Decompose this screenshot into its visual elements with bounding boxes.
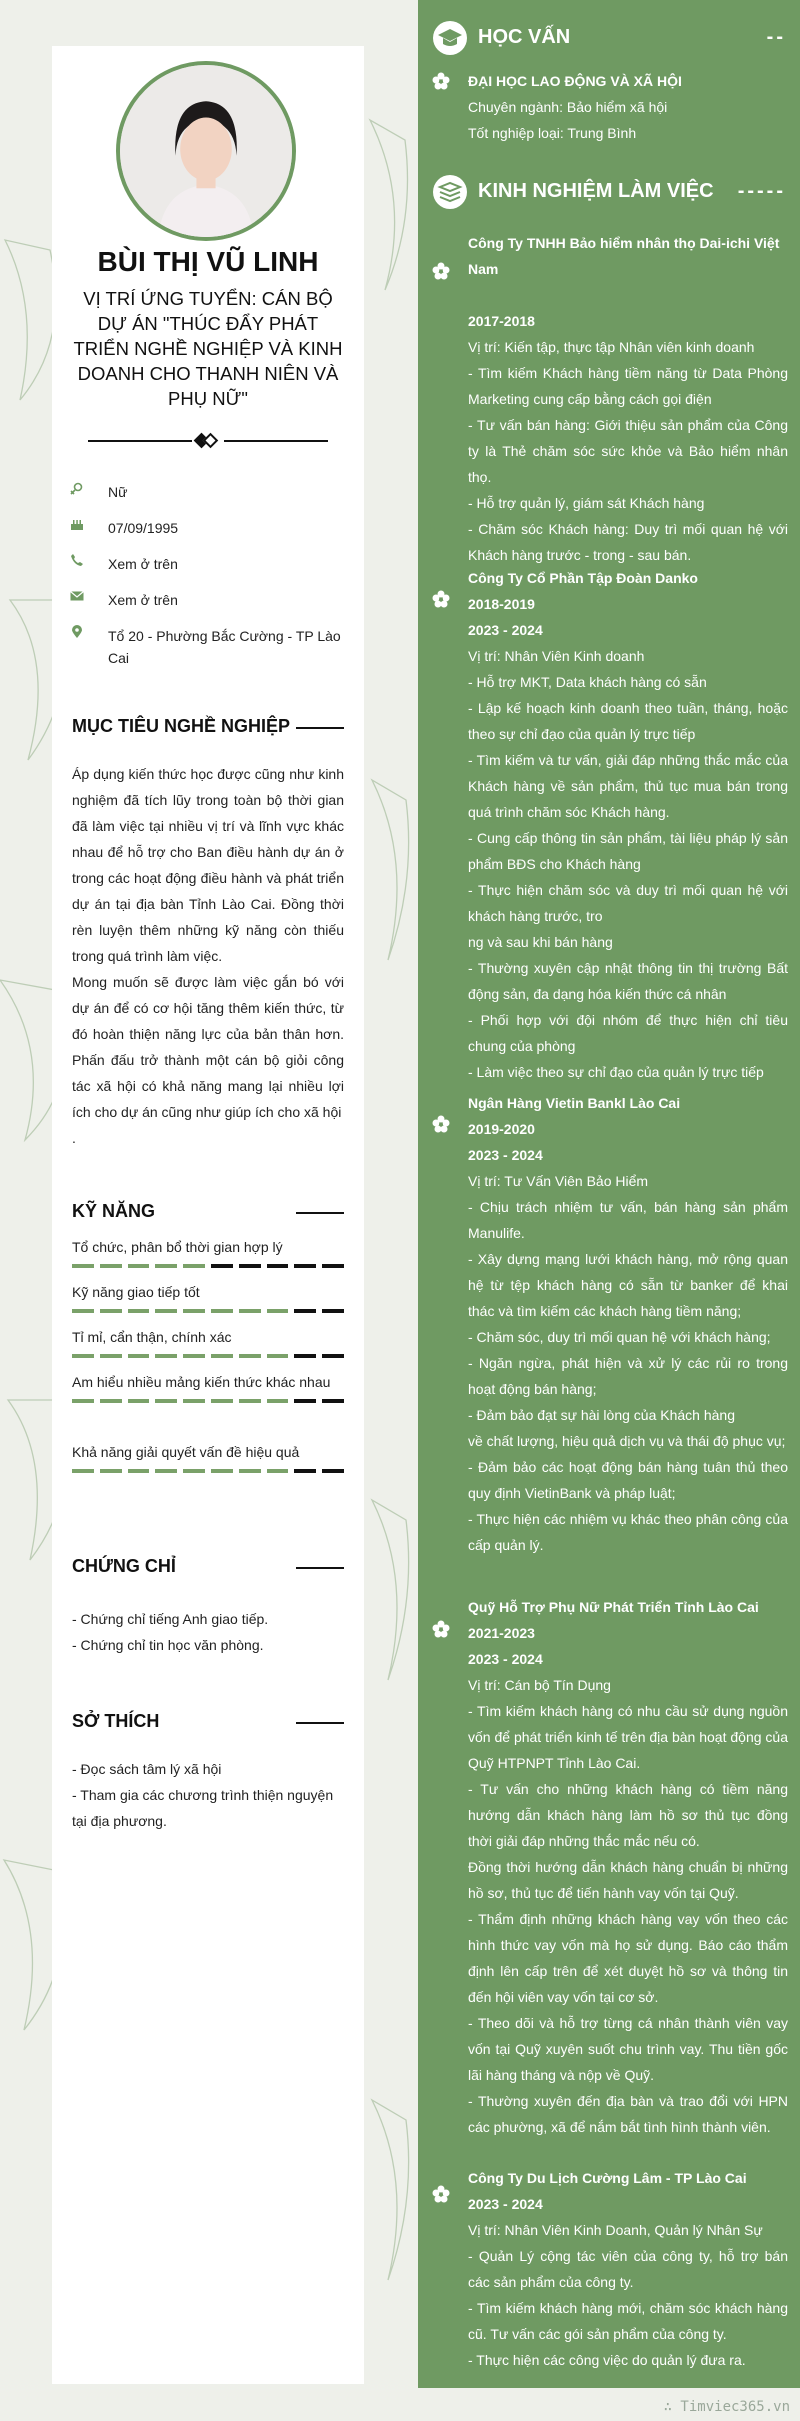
skill-level-bar	[72, 1309, 344, 1313]
job-item: Ngân Hàng Vietin Bankl Lào Cai 2019-2020 2023 - 2024 Vị trí: Tư Vấn Viên Bảo Hiểm - Chịu trách nhiệm tư vấn, bán hàng sản phẩm Manulife. - Xây dựng mạng lưới khách hàng, mở rộng quan hệ từ tệp khách hàng có sẵn từ banker để khai thác và tìm kiếm các khách hàng tiềm năng; - Chăm sóc, duy trì mối quan hệ với khách hàng; - Ngăn ngừa, phát hiện và xử lý các rủi ro trong hoạt động bán hàng; - Đảm bảo đạt sự hài lòng của Khách hàng về chất lượng, hiệu quả dịch vụ và thái độ phục vụ; - Đảm bảo các hoạt động bán hàng tuân thủ theo quy định VietinBank và pháp luật; - Thực hiện các nhiệm vụ khác theo phân công của cấp quản lý.	[468, 1095, 788, 1553]
skill-segment	[100, 1399, 122, 1403]
skill-segment	[183, 1309, 205, 1313]
skill-segment	[294, 1399, 316, 1403]
skill-level-bar	[72, 1354, 344, 1358]
hobbies-list: - Đọc sách tâm lý xã hội - Tham gia các chương trình thiện nguyện tại địa phương.	[72, 1761, 334, 1829]
skill-segment	[155, 1469, 177, 1473]
location-pin-icon	[70, 625, 84, 639]
site-watermark: ∴ Timviec365.vn	[663, 2399, 790, 2415]
skill-segment	[239, 1264, 261, 1268]
skill-item: Tỉ mỉ, cẩn thận, chính xác	[72, 1326, 344, 1358]
skill-level-bar	[72, 1399, 344, 1403]
skill-segment	[128, 1309, 150, 1313]
skill-segment	[294, 1354, 316, 1358]
skill-segment	[100, 1469, 122, 1473]
avatar	[116, 61, 296, 241]
skill-segment	[100, 1309, 122, 1313]
skill-segment	[322, 1469, 344, 1473]
skill-segment	[322, 1309, 344, 1313]
experience-heading: KINH NGHIỆM LÀM VIỆC -----	[432, 174, 792, 214]
skill-segment	[322, 1264, 344, 1268]
objective-text: Áp dụng kiến thức học được cũng như kinh nghiệm đã tích lũy trong toàn bộ thời gian đã làm việc tại nhiều vị trí và lĩnh vực khác nhau để hỗ trợ cho Ban điều hành dự án ở trong các hoạt động điều hành và phát triển dự án tại địa bàn Tỉnh Lào Cai. Đồng thời rèn luyện thêm những kỹ năng còn thiếu trong quá trình làm việc. Mong muốn sẽ được làm việc gắn bó với dự án để có cơ hội tăng thêm kiến thức, từ đó hoàn thiện năng lực của bản thân hơn. Phấn đấu trở thành một cán bộ giỏi công tác xã hội có khả năng mang lại nhiều lợi ích cho dự án cũng như giúp ích cho xã hội .	[72, 766, 344, 1146]
skill-segment	[239, 1309, 261, 1313]
skill-segment	[155, 1354, 177, 1358]
flower-bullet-icon	[432, 2185, 450, 2203]
skill-segment	[211, 1469, 233, 1473]
email-icon	[70, 589, 84, 603]
skill-segment	[128, 1399, 150, 1403]
skill-segment	[294, 1469, 316, 1473]
skill-segment	[183, 1264, 205, 1268]
job-item: Công Ty TNHH Bảo hiểm nhân thọ Dai-ichi Việt Nam 2017-2018 Vị trí: Kiến tập, thực tập Nhân viên kinh doanh - Tìm kiếm Khách hàng tiềm năng từ Data Phòng Marketing cung cấp bằng cách gọi điện - Tư vấn bán hàng: Giới thiệu sản phẩm của Công ty là Thẻ chăm sóc sức khỏe và Bảo hiểm nhân thọ. - Hỗ trợ quản lý, giám sát Khách hàng - Chăm sóc Khách hàng: Duy trì mối quan hệ với Khách hàng trước - trong - sau bán.	[468, 235, 788, 563]
skill-segment	[72, 1354, 94, 1358]
skill-segment	[72, 1264, 94, 1268]
education-heading: HỌC VẤN --	[432, 20, 792, 60]
job-item: Công Ty Du Lịch Cường Lâm - TP Lào Cai 2023 - 2024 Vị trí: Nhân Viên Kinh Doanh, Quản lý Nhân Sự - Quản Lý cộng tác viên của công ty, hỗ trợ bán các sản phẩm của công ty. - Tìm kiếm khách hàng mới, chăm sóc khách hàng cũ. Tư vấn các gói sản phẩm của công ty. - Thực hiện các công việc do quản lý đưa ra.	[468, 2170, 788, 2368]
skill-segment	[72, 1469, 94, 1473]
skill-item: Kỹ năng giao tiếp tốt	[72, 1281, 344, 1313]
skill-segment	[322, 1399, 344, 1403]
skill-segment	[128, 1264, 150, 1268]
skill-segment	[155, 1399, 177, 1403]
objective-heading: MỤC TIÊU NGHỀ NGHIỆP	[72, 716, 344, 740]
skill-segment	[100, 1264, 122, 1268]
flower-bullet-icon	[432, 262, 450, 280]
skill-segment	[211, 1309, 233, 1313]
skill-segment	[267, 1264, 289, 1268]
certificates-list: - Chứng chỉ tiếng Anh giao tiếp. - Chứng chỉ tin học văn phòng.	[72, 1611, 269, 1653]
candidate-name: BÙI THỊ VŨ LINH	[97, 246, 319, 277]
education-block: ĐẠI HỌC LAO ĐỘNG VÀ XÃ HỘI Chuyên ngành: Bảo hiểm xã hội Tốt nghiệp loại: Trung Bình	[468, 73, 682, 141]
phone-icon	[70, 553, 84, 567]
certificates-heading: CHỨNG CHỈ	[72, 1556, 344, 1580]
skill-segment	[211, 1399, 233, 1403]
skill-segment	[211, 1354, 233, 1358]
skill-segment	[211, 1264, 233, 1268]
graduation-cap-icon	[432, 20, 468, 56]
skill-segment	[294, 1309, 316, 1313]
skill-segment	[294, 1264, 316, 1268]
skill-segment	[183, 1469, 205, 1473]
experience-column	[418, 0, 800, 2388]
skill-segment	[267, 1354, 289, 1358]
skill-segment	[72, 1309, 94, 1313]
flower-bullet-icon	[432, 1620, 450, 1638]
skill-segment	[155, 1309, 177, 1313]
flower-bullet-icon	[432, 72, 450, 90]
skill-segment	[128, 1469, 150, 1473]
job-item: Công Ty Cổ Phần Tập Đoàn Danko 2018-2019 2023 - 2024 Vị trí: Nhân Viên Kinh doanh - Hỗ trợ MKT, Data khách hàng có sẵn - Lập kế hoạch kinh doanh theo tuần, tháng, hoặc theo sự chỉ đạo của quản lý trực tiếp - Tìm kiếm và tư vấn, giải đáp những thắc mắc của Khách hàng về sản phẩm, thủ tục mua bán trong quá trình chăm sóc Khách hàng. - Cung cấp thông tin sản phẩm, tài liệu pháp lý sản phẩm BĐS cho Khách hàng - Thực hiện chăm sóc và duy trì mối quan hệ với khách hàng trước, tro ng và sau khi bán hàng - Thường xuyên cập nhật thông tin thị trường Bất động sản, đa dạng hóa kiến thức cá nhân - Phối hợp với đội nhóm để thực hiện chỉ tiêu chung của phòng - Làm việc theo sự chỉ đạo của quản lý trực tiếp	[468, 570, 788, 1080]
skill-segment	[128, 1354, 150, 1358]
skills-heading: KỸ NĂNG	[72, 1201, 344, 1225]
skill-segment	[267, 1309, 289, 1313]
skill-level-bar	[72, 1469, 344, 1473]
gender-icon	[70, 481, 84, 495]
skill-segment	[72, 1399, 94, 1403]
skill-segment	[100, 1354, 122, 1358]
profile-column: BÙI THỊ VŨ LINH VỊ TRÍ ỨNG TUYỂN: CÁN BỘ DỰ ÁN "THÚC ĐẨY PHÁT TRIỂN NGHỀ NGHIỆP VÀ KINH DOANH CHO THANH NIÊN VÀ PHỤ NỮ" Nữ 07/09/1995 Xem ở trên Xem ở trên Tổ 20 - Phường Bắc Cường - TP Lào Cai MỤC TIÊU NGHỀ NGHIỆP Áp dụng kiến thức học được cũng như kinh nghiệm đã tích lũy trong toàn bộ thời gian đã làm việc tại nhiều vị trí và lĩnh vực khác nhau để hỗ trợ cho Ban điều hành dự án ở trong các hoạt động điều hành và phát triển dự án tại địa bàn Tỉnh Lào Cai. Đồng thời rèn luyện thêm những kỹ năng còn thiếu trong quá trình làm việc. Mong muốn sẽ được làm việc gắn bó với dự án để có cơ hội tăng thêm kiến thức, từ đó hoàn thiện năng lực của bản thân hơn. Phấn đấu trở thành một cán bộ giỏi công tác xã hội có khả năng mang lại nhiều lợi ích cho dự án cũng như giúp ích cho xã hội . KỸ NĂNG Tổ chức, phân bổ thời gian hợp lý Kỹ năng giao tiếp tốt Tỉ mỉ, cẩn thận, chính xác Am hiểu nhiều mảng kiến thức khác nhau Khả năng giải quyết vấn đề hiệu quả CHỨNG CHỈ - Chứng chỉ tiếng Anh giao tiếp. - Chứng chỉ tin học văn phòng. SỞ THÍCH - Đọc sách tâm lý xã hội - Tham gia các chương trình thiện nguyện tại địa phương.	[52, 46, 364, 2384]
skill-item: Am hiểu nhiều mảng kiến thức khác nhau	[72, 1371, 344, 1403]
skill-segment	[239, 1354, 261, 1358]
flower-bullet-icon	[432, 590, 450, 608]
skill-item: Khả năng giải quyết vấn đề hiệu quả	[72, 1441, 344, 1473]
skill-item: Tổ chức, phân bổ thời gian hợp lý	[72, 1236, 344, 1268]
skill-segment	[239, 1469, 261, 1473]
skill-segment	[267, 1399, 289, 1403]
birthday-cake-icon	[70, 517, 84, 531]
skill-segment	[267, 1469, 289, 1473]
hobbies-heading: SỞ THÍCH	[72, 1711, 344, 1735]
skill-level-bar	[72, 1264, 344, 1268]
flower-bullet-icon	[432, 1115, 450, 1133]
skill-segment	[183, 1354, 205, 1358]
skill-segment	[155, 1264, 177, 1268]
book-stack-icon	[432, 174, 468, 210]
skill-segment	[239, 1399, 261, 1403]
name-divider	[88, 431, 328, 451]
skill-segment	[183, 1399, 205, 1403]
job-item: Quỹ Hỗ Trợ Phụ Nữ Phát Triển Tỉnh Lào Cai 2021-2023 2023 - 2024 Vị trí: Cán bộ Tín Dụng - Tìm kiếm khách hàng có nhu cầu sử dụng nguồn vốn để phát triển kinh tế trên địa bàn hoạt động của Quỹ HTPNPT Tỉnh Lào Cai. - Tư vấn cho những khách hàng có tiềm năng hướng dẫn khách hàng làm hồ sơ thủ tục đồng thời giải đáp những thắc mắc nếu có. Đồng thời hướng dẫn khách hàng chuẩn bị những hồ sơ, thủ tục để tiến hành vay vốn tại Quỹ. - Thẩm định những khách hàng vay vốn theo các hình thức vay vốn mà họ sử dụng. Báo cáo thẩm định lên cấp trên để xét duyệt hồ sơ và thông tin đến hội viên vay vốn tại cơ sở. - Theo dõi và hỗ trợ từng cá nhân thành viên vay vốn tại Quỹ xuyên suốt chu trình vay. Thu tiền gốc lãi hàng tháng và nộp về Quỹ. - Thường xuyên đến địa bàn và trao đổi với HPN các phường, xã để nắm bắt tình hình thành viên.	[468, 1599, 788, 2135]
applied-position: VỊ TRÍ ỨNG TUYỂN: CÁN BỘ DỰ ÁN "THÚC ĐẨY PHÁT TRIỂN NGHỀ NGHIỆP VÀ KINH DOANH CHO THANH NIÊN VÀ PHỤ NỮ"	[73, 288, 343, 409]
skill-segment	[322, 1354, 344, 1358]
